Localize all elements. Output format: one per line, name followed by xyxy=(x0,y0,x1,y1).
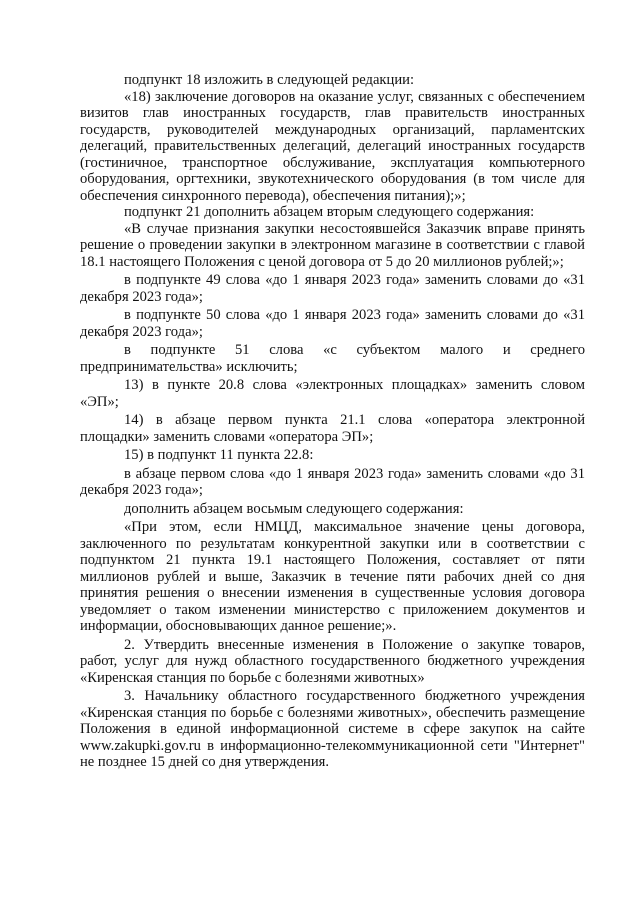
paragraph-12: дополнить абзацем восьмым следующего содержания: xyxy=(124,500,464,517)
paragraph-2: «18) заключение договоров на оказание услуг, связанных с обеспечением визитов глав иностранных государств, глав правительств иностранных государств, руководителей международных организаций, парламентских делегаций, правительственных делегаций, делегаций иностранных государств (гостиничное, транспортное обслуживание, эксплуатация компьютерного оборудования, оргтехники, звукотехнического оборудования (в том числе для обеспечения синхронного перевода), обеспечения питания);»; xyxy=(80,88,585,204)
paragraph-15: 3. Начальнику областного государственного бюджетного учреждения «Киренская станция по борьбе с болезнями животных», обеспечить размещение Положения в единой информационной системе в сфере закупок на сайте www.zakupki.gov.ru в информационно-телекоммуникационной сети "Интернет" не позднее 15 дней со дня утверждения. xyxy=(80,688,585,770)
paragraph-14: 2. Утвердить внесенные изменения в Положение о закупке товаров, работ, услуг для нужд областного государственного бюджетного учреждения «Киренская станция по борьбе с болезнями животных» xyxy=(80,636,585,686)
paragraph-11: в абзаце первом слова «до 1 января 2023 года» заменить словами «до 31 декабря 2023 года»; xyxy=(80,465,585,498)
paragraph-10: 15) в подпункт 11 пункта 22.8: xyxy=(124,447,314,463)
paragraph-4: «В случае признания закупки несостоявшейся Заказчик вправе принять решение о проведении закупки в электронном магазине в соответствии с главой 18.1 настоящего Положения с ценой договора от 5 до 20 миллионов рублей;»; xyxy=(80,220,585,270)
document-page xyxy=(80,72,585,771)
paragraph-8: 13) в пункте 20.8 слова «электронных площадках» заменить словом «ЭП»; xyxy=(80,377,585,410)
paragraph-5: в подпункте 49 слова «до 1 января 2023 года» заменить словами до «31 декабря 2023 года»; xyxy=(80,272,585,305)
paragraph-7: в подпункте 51 слова «с субъектом малого и среднего предпринимательства» исключить; xyxy=(80,342,585,375)
paragraph-9: 14) в абзаце первом пункта 21.1 слова «оператора электронной площадки» заменить словами «оператора ЭП»; xyxy=(80,412,585,445)
paragraph-13: «При этом, если НМЦД, максимальное значение цены договора, заключенного по результатам конкурентной закупки или в соответствии с подпунктом 21 пункта 19.1 настоящего Положения, составляет от пяти миллионов рублей и выше, Заказчик в течение пяти рабочих дней со дня принятия решения о внесении изменения в существенные условия договора уведомляет о таком изменении министерство с приложением документов и информации, обосновывающих данное решение;». xyxy=(80,519,585,634)
paragraph-1: подпункт 18 изложить в следующей редакции: xyxy=(124,72,415,88)
paragraph-6: в подпункте 50 слова «до 1 января 2023 года» заменить словами до «31 декабря 2023 года»; xyxy=(80,307,585,340)
paragraph-3: подпункт 21 дополнить абзацем вторым следующего содержания: xyxy=(124,204,535,220)
